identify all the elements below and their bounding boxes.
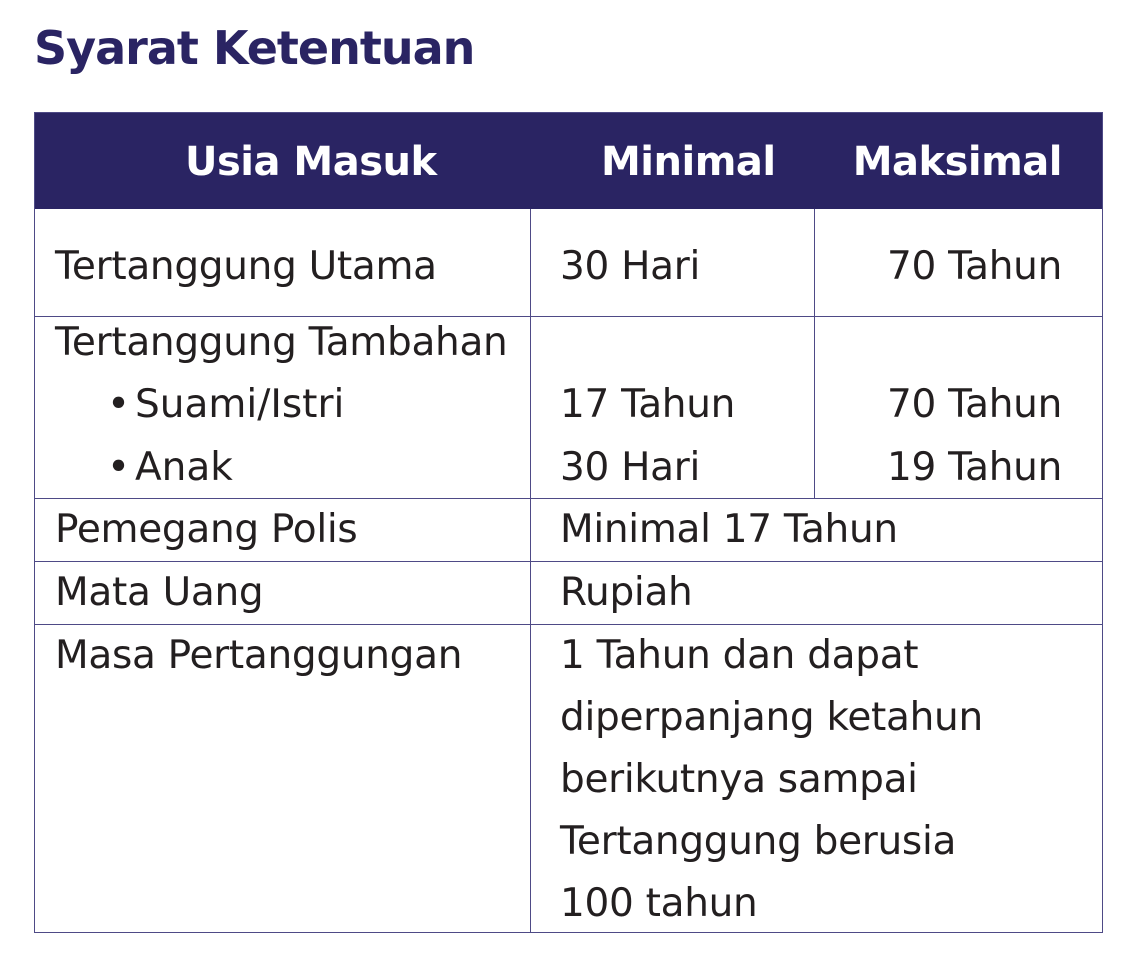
minimal-value: 17 Tahun bbox=[560, 382, 736, 427]
row-divider bbox=[35, 316, 1102, 317]
row-value: Minimal 17 Tahun bbox=[560, 507, 898, 552]
item-label: Suami/Istri bbox=[135, 382, 345, 427]
maksimal-value: 70 Tahun bbox=[886, 244, 1062, 289]
bullet-icon: • bbox=[107, 445, 131, 490]
minimal-value: 30 Hari bbox=[560, 244, 701, 289]
list-item bbox=[107, 380, 344, 430]
row-label: Tertanggung Tambahan bbox=[55, 320, 508, 365]
header-usia-masuk: Usia Masuk bbox=[185, 139, 437, 185]
terms-table bbox=[34, 112, 1103, 933]
minimal-value: 30 Hari bbox=[560, 445, 701, 490]
column-divider bbox=[814, 209, 815, 498]
row-divider bbox=[35, 498, 1102, 499]
page-title: Syarat Ketentuan bbox=[34, 21, 475, 75]
maksimal-value: 70 Tahun bbox=[886, 382, 1062, 427]
table-header bbox=[35, 113, 1102, 209]
value-line: 100 tahun bbox=[560, 881, 758, 926]
value-line: 1 Tahun dan dapat bbox=[560, 633, 919, 678]
header-minimal: Minimal bbox=[601, 139, 776, 185]
row-label: Mata Uang bbox=[55, 570, 264, 615]
bullet-icon: • bbox=[107, 382, 131, 427]
maksimal-value: 19 Tahun bbox=[886, 445, 1062, 490]
row-divider bbox=[35, 561, 1102, 562]
value-line: berikutnya sampai bbox=[560, 757, 918, 802]
row-value: Rupiah bbox=[560, 570, 693, 615]
row-label: Tertanggung Utama bbox=[55, 244, 437, 289]
column-divider bbox=[530, 209, 531, 933]
list-item bbox=[107, 443, 233, 493]
value-line: Tertanggung berusia bbox=[560, 819, 957, 864]
row-label: Masa Pertanggungan bbox=[55, 633, 463, 678]
header-maksimal: Maksimal bbox=[852, 139, 1062, 185]
row-label: Pemegang Polis bbox=[55, 507, 358, 552]
item-label: Anak bbox=[135, 445, 233, 490]
row-value bbox=[560, 625, 983, 935]
value-line: diperpanjang ketahun bbox=[560, 695, 983, 740]
